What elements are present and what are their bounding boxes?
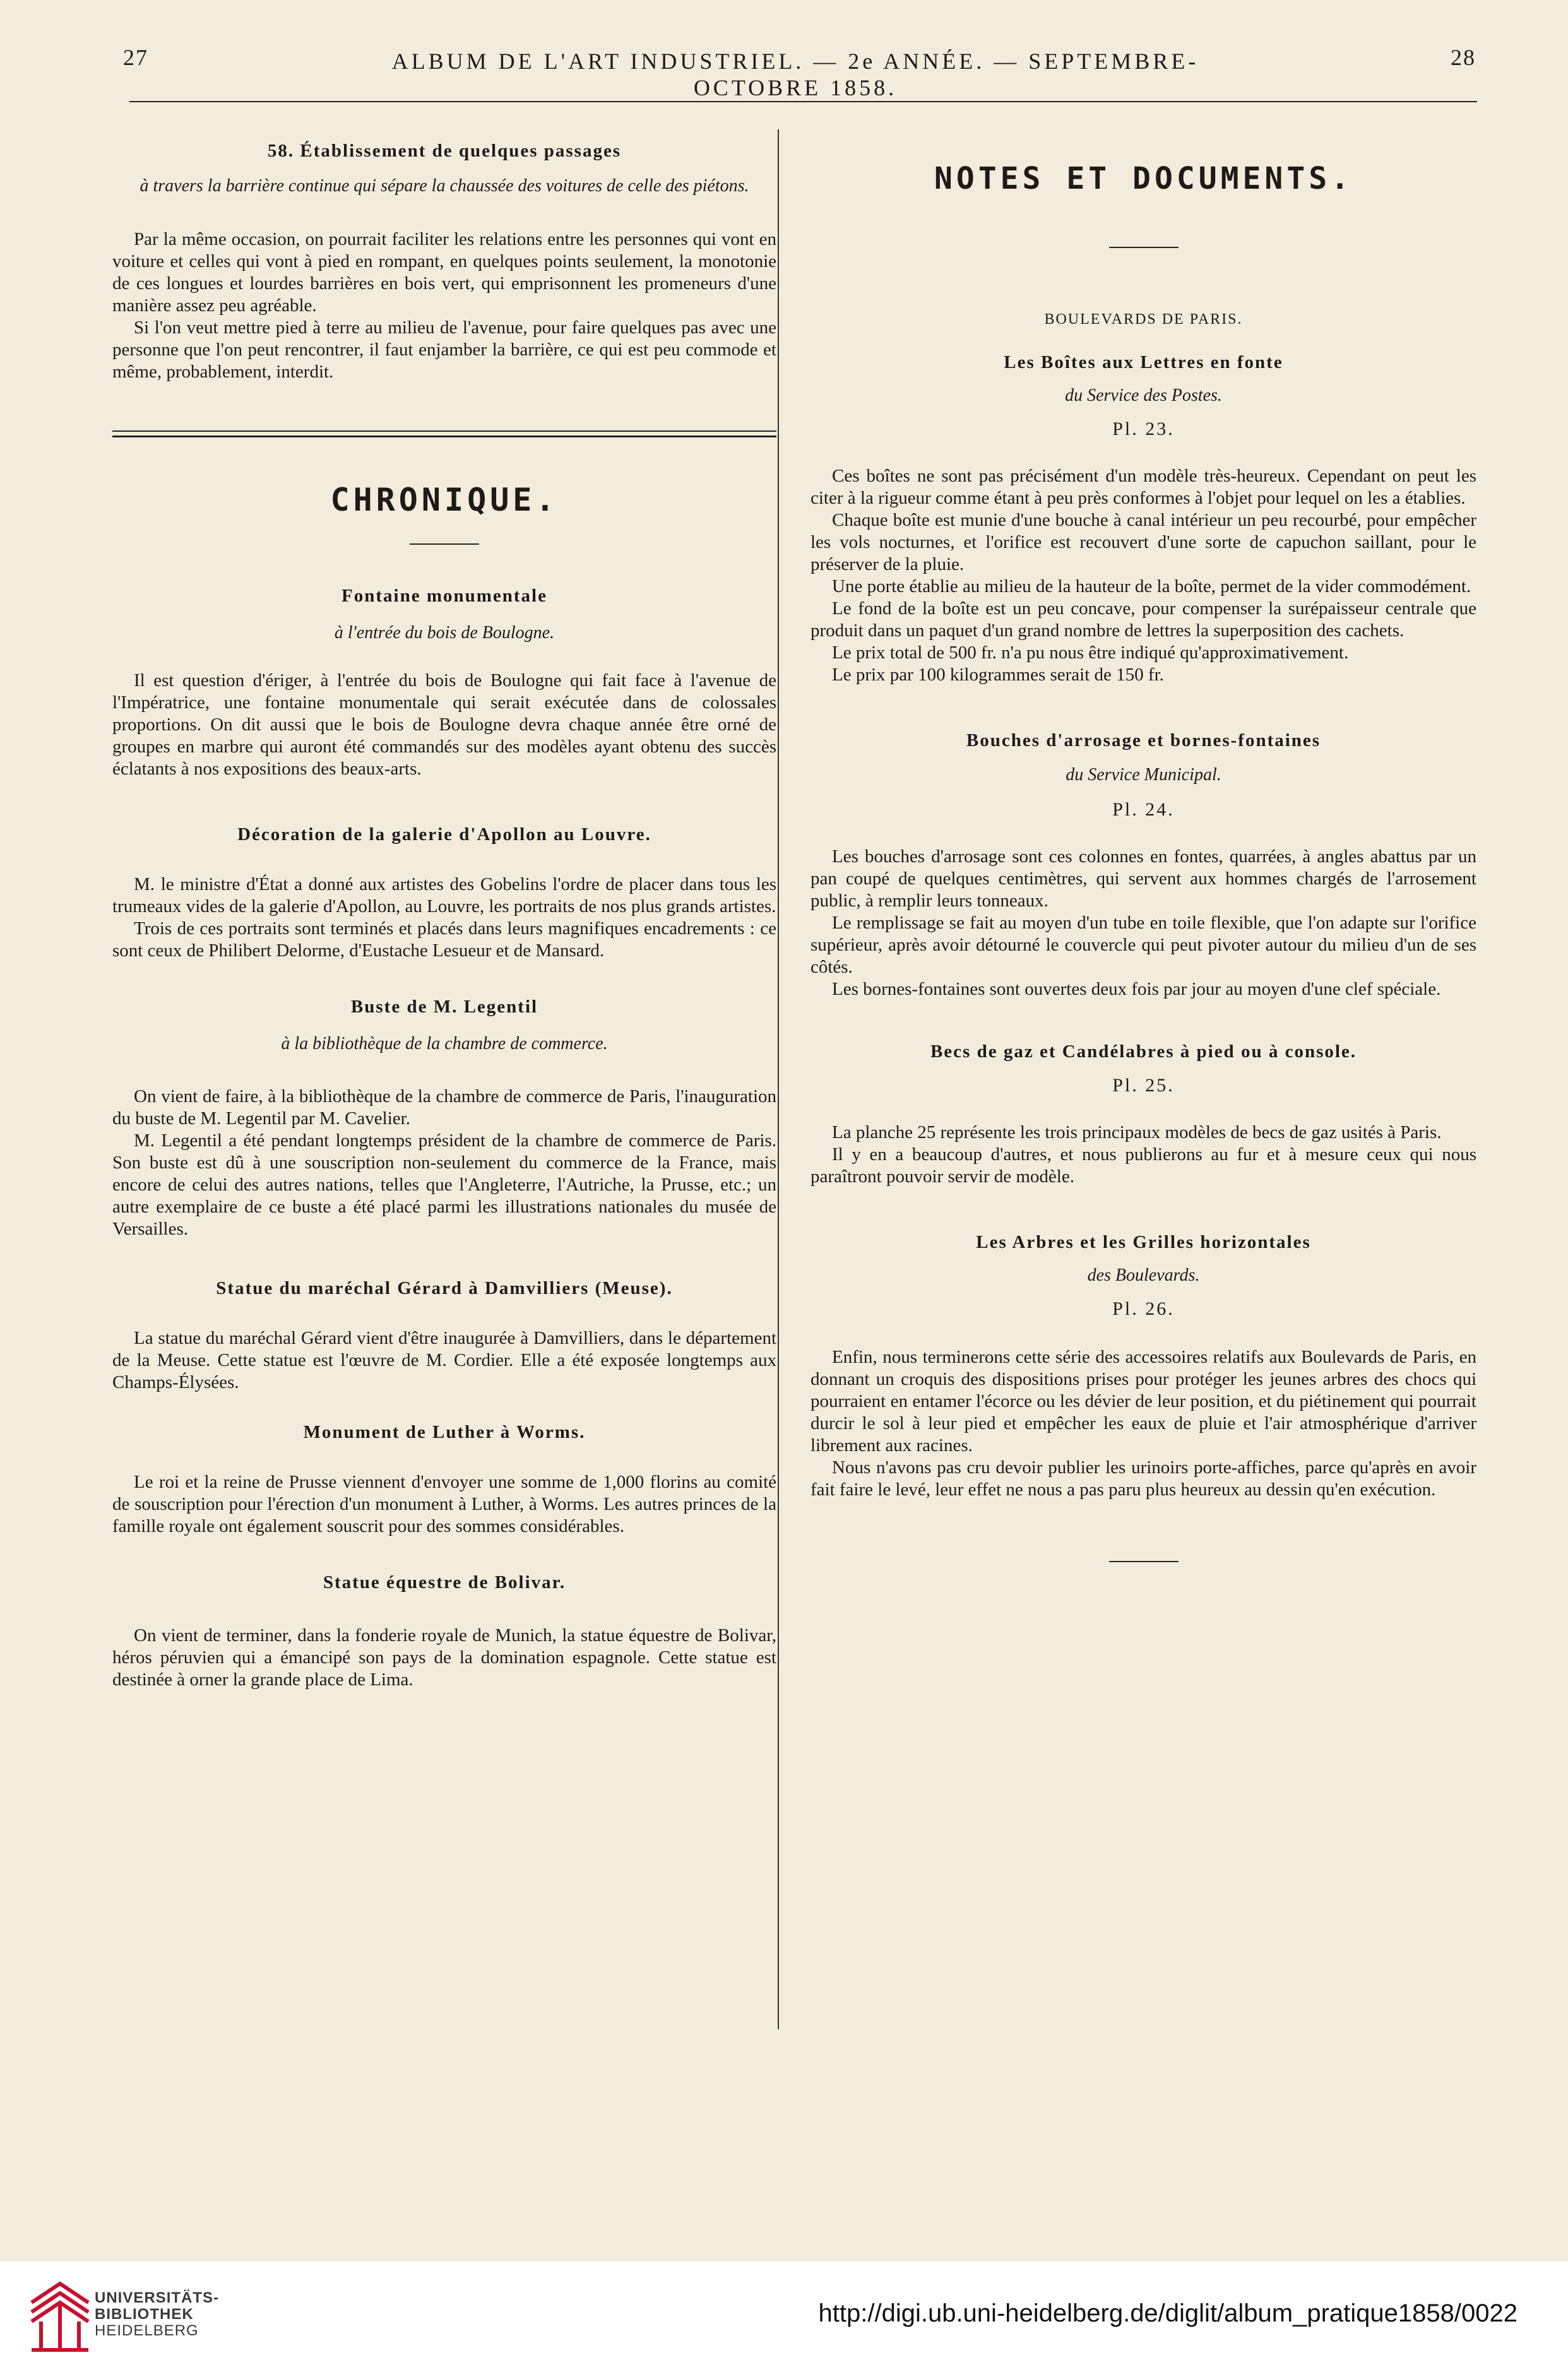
paragraph: La statue du maréchal Gérard vient d'être inaugurée à Damvilliers, dans le département de la Meuse. Cette statue est l'œuvre de M. Cordier. Elle a été exposée longtemps aux Champs-Élysées. [112,1328,776,1392]
paragraph: La planche 25 représente les trois principaux modèles de becs de gaz usités à Paris. [832,1122,1442,1142]
section-double-rule [112,430,776,437]
section-title-legentil: Buste de M. Legentil [350,997,538,1017]
paragraph: Chaque boîte est munie d'une bouche à canal intérieur un peu recourbé, pour empêcher les vols nocturnes, et l'orifice est recouvert d'une sorte de capuchon saillant, pour le préserver de la pluie. [811,510,1476,574]
paragraph: Nous n'avons pas cru devoir publier les urinoirs porte-affiches, parce qu'après en avoir fait faire le levé, leur effet ne nous a pas paru plus heureux au dessin qu'en exécution. [811,1457,1476,1500]
section-title-becs: Becs de gaz et Candélabres à pied ou à console. [930,1041,1357,1062]
section-title-fontaine: Fontaine monumentale [342,586,547,606]
paragraph: On vient de faire, à la bibliothèque de la chambre de commerce de Paris, l'inauguration du buste de M. Legentil par M. Cavelier. [112,1086,776,1129]
right-column [811,117,1476,1562]
page-number-left: 27 [123,45,148,70]
plate-number: Pl. 25. [1112,1075,1175,1096]
plate-number: Pl. 24. [1112,799,1175,820]
section-subtitle-boites: du Service des Postes. [1065,386,1222,405]
logo-line-1: UNIVERSITÄTS- [95,2289,220,2306]
paragraph: On vient de terminer, dans la fonderie royale de Munich, la statue équestre de Bolivar, héros péruvien qui a émancipé son pays de la domination espagnole. Cette statue est destinée à orner la grande place de Lima. [112,1625,776,1690]
header-rule [129,101,1477,102]
paragraph: Trois de ces portraits sont terminés et placés dans leurs magnifiques encadrements : ce sont ceux de Philibert Delorme, d'Eustache Lesueur et de Mansard. [112,918,776,961]
paragraph: M. Legentil a été pendant longtemps président de la chambre de commerce de Paris. Son buste est dû à une souscription non-seulement du commerce de la France, mais encore de celui des autres nations, telles que l'Angleterre, l'Autriche, la Prusse, etc.; un autre exemplaire de ce buste a été placé parmi les illustrations nationales du musée de Versailles. [112,1130,776,1239]
library-logo-text [95,2290,219,2339]
paragraph: Ces boîtes ne sont pas précisément d'un modèle très-heureux. Cependant on peut les citer à la rigueur comme étant à peu près conformes à l'objet pour lequel on les a établies. [811,466,1476,508]
section-title-arbres: Les Arbres et les Grilles horizontales [976,1232,1311,1252]
boulevards-heading: BOULEVARDS DE PARIS. [1044,311,1243,328]
paragraph: Les bouches d'arrosage sont ces colonnes en fontes, quarrées, à angles abattus par un pan coupé de quelques centimètres, qui servent aux hommes chargés de l'arrosement public, à remplir leurs tonneaux. [811,846,1476,911]
chronique-title: CHRONIQUE. [330,482,559,518]
section-title-gerard: Statue du maréchal Gérard à Damvilliers (Meuse). [216,1278,673,1298]
paragraph: Enfin, nous terminerons cette série des accessoires relatifs aux Boulevards de Paris, en donnant un croquis des dispositions prises pour protéger les jeunes arbres des chocs qui pourraient en entamer l'écorce ou les dévier de leur position, et du piétinement qui pourrait durcir le sol à leur pied et empêcher les eaux de pluie et l'air atmosphérique d'arriver librement aux racines. [811,1347,1476,1456]
paragraph: Le prix total de 500 fr. n'a pu nous être indiqué qu'approximativement. [832,643,1349,663]
section-title-58: 58. Établissement de quelques passages [267,141,622,161]
plate-number: Pl. 23. [1112,418,1175,439]
column-divider [778,129,779,2029]
paragraph: Par la même occasion, on pourrait faciliter les relations entre les personnes qui vont en voiture et celles qui vont à pied en rompant, en quelques points seulement, la monotonie de ces longues et lourdes barrières en bois vert, qui emprisonnent les promeneurs d'une manière assez peu agréable. [112,229,776,316]
paragraph: Le roi et la reine de Prusse viennent d'envoyer une somme de 1,000 florins au comité de souscription pour l'érection d'un monument à Luther, à Worms. Les autres princes de la famille royale ont également souscrit pour des sommes considérables. [112,1472,776,1536]
section-title-luther: Monument de Luther à Worms. [303,1422,586,1442]
paragraph: Les bornes-fontaines sont ouvertes deux fois par jour au moyen d'une clef spéciale. [832,979,1441,999]
source-url-link[interactable]: http://digi.ub.uni-heidelberg.de/diglit/album_pratique1858/0022 [818,2299,1518,2327]
logo-line-3: HEIDELBERG [95,2322,199,2339]
page-number-right: 28 [1451,45,1476,70]
section-title-bolivar: Statue équestre de Bolivar. [323,1572,566,1592]
paragraph: Le prix par 100 kilogrammes serait de 150 fr. [832,665,1164,685]
paragraph: M. le ministre d'État a donné aux artistes des Gobelins l'ordre de placer dans tous les trumeaux vides de la galerie d'Apollon, au Louvre, les portraits de nos plus grands artistes. [112,874,776,916]
paragraph: Si l'on veut mettre pied à terre au milieu de l'avenue, pour faire quelques pas avec une personne que l'on peut rencontrer, il faut enjamber la barrière, ce qui est peu commode et même, probablement, interdit. [112,317,776,382]
section-title-bouches: Bouches d'arrosage et bornes-fontaines [966,730,1321,750]
section-subtitle-arbres: des Boulevards. [1087,1266,1200,1285]
paragraph: Il y en a beaucoup d'autres, et nous publierons au fur et à mesure ceux qui nous paraîtront pouvoir servir de modèle. [811,1144,1476,1187]
notes-title: NOTES ET DOCUMENTS. [934,161,1353,196]
logo-line-2: BIBLIOTHEK [95,2306,194,2323]
paragraph: Une porte établie au milieu de la hauteur de la boîte, permet de la vider commodément. [832,576,1471,596]
section-subtitle-58: à travers la barrière continue qui sépare la chaussée des voitures de celle des piétons. [140,176,749,196]
section-title-boites: Les Boîtes aux Lettres en fonte [1004,352,1283,372]
paragraph: Le remplissage se fait au moyen d'un tube en toile flexible, que l'on adapte sur l'orifice supérieur, après avoir détourné le couvercle qui peut pivoter autour du milieu d'un de ses côtés. [811,913,1476,977]
running-head: ALBUM DE L'ART INDUSTRIEL. — 2e ANNÉE. — SEPTEMBRE-OCTOBRE 1858. [391,49,1199,100]
section-title-apollon: Décoration de la galerie d'Apollon au Louvre. [237,824,651,845]
section-subtitle-legentil: à la bibliothèque de la chambre de commerce. [281,1034,608,1053]
library-footer [0,2262,1568,2372]
paragraph: Il est question d'ériger, à l'entrée du bois de Boulogne qui fait face à l'avenue de l'Impératrice, une fontaine monumentale qui serait exécutée dans de colossales proportions. On dit aussi que le bois de Boulogne devra chaque année être orné de groupes en marbre qui auront été commandés sur des modèles ayant obtenu des succès éclatants à nos expositions des beaux-arts. [112,670,776,779]
paragraph: Le fond de la boîte est un peu concave, pour compenser la surépaisseur centrale que produit dans un paquet d'un grand nombre de lettres la superposition des cachets. [811,598,1476,641]
section-subtitle-bouches: du Service Municipal. [1066,765,1221,785]
plate-number: Pl. 26. [1112,1298,1175,1319]
end-rule [1109,1561,1179,1562]
left-column [112,117,776,1691]
library-logo-icon [25,2277,95,2356]
section-subtitle-fontaine: à l'entrée du bois de Boulogne. [334,623,555,643]
